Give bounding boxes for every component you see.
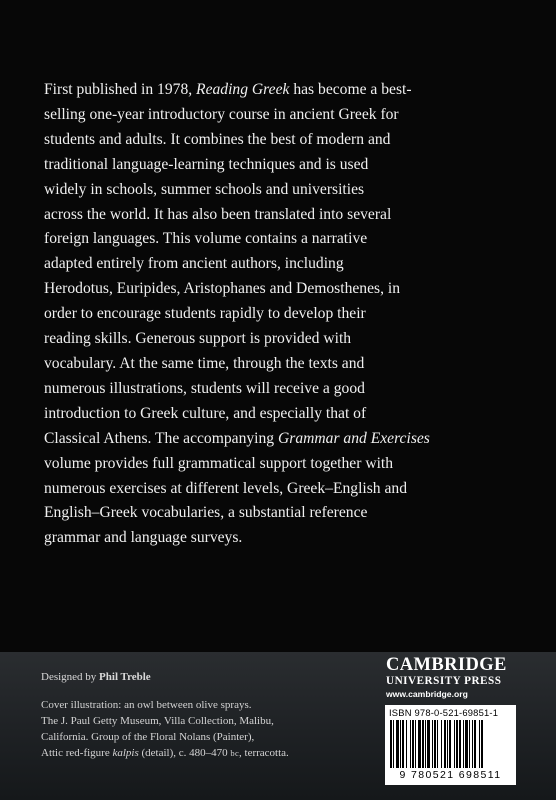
blurb-line: Herodotus, Euripides, Aristophanes and Demosthenes, in — [44, 280, 400, 298]
blurb-line: adapted entirely from ancient authors, including — [44, 255, 344, 273]
barcode-number: 9 780521 698511 — [399, 769, 502, 781]
blurb-line: selling one-year introductory course in ancient Greek for — [44, 105, 399, 123]
blurb-line: traditional language-learning techniques and is used — [44, 155, 369, 173]
companion-title-italic: Grammar and Exercises — [278, 429, 430, 447]
blurb-line: volume provides full grammatical support together with — [44, 454, 394, 472]
publisher-name: CAMBRIDGE — [386, 655, 507, 675]
credit-line: The J. Paul Getty Museum, Villa Collection, Malibu, — [41, 715, 274, 727]
credit-line: Attic red-figure kalpis (detail), c. 480–470 bc, terracotta. — [41, 747, 289, 759]
blurb-line: grammar and language surveys. — [44, 529, 243, 547]
back-cover-blurb — [44, 78, 484, 551]
designer-name: Phil Treble — [99, 671, 151, 683]
blurb-line: numerous illustrations, students will receive a good — [44, 379, 365, 397]
publisher-sub: UNIVERSITY PRESS — [386, 675, 502, 687]
blurb-line: reading skills. Generous support is provided with — [44, 330, 352, 348]
publisher-url: www.cambridge.org — [386, 689, 468, 699]
blurb-line: vocabulary. At the same time, through the texts and — [44, 354, 365, 372]
blurb-line: order to encourage students rapidly to develop their — [44, 305, 366, 323]
credit-line: Cover illustration: an owl between olive sprays. — [41, 699, 252, 711]
title-italic: Reading Greek — [196, 81, 290, 98]
blurb-line: First published in 1978, Reading Greek has become a best- — [44, 81, 412, 98]
blurb-line: introduction to Greek culture, and especially that of — [44, 404, 367, 422]
blurb-line: widely in schools, summer schools and universities — [44, 180, 365, 198]
barcode-icon — [389, 720, 512, 768]
cover-illustration-credit — [41, 697, 361, 761]
credit-line: California. Group of the Floral Nolans (Painter), — [41, 731, 255, 743]
blurb-line: Classical Athens. The accompanying Grammar and Exercises — [44, 429, 430, 447]
barcode-panel — [385, 705, 516, 785]
blurb-line: foreign languages. This volume contains a narrative — [44, 230, 368, 248]
publisher-logo — [386, 655, 516, 700]
blurb-line: students and adults. It combines the best of modern and — [44, 130, 391, 148]
blurb-line: English–Greek vocabularies, a substantial reference — [44, 504, 368, 522]
isbn-label: ISBN 978-0-521-69851-1 — [389, 707, 499, 718]
designer-credit: Designed by Phil Treble — [41, 671, 151, 683]
blurb-line: numerous exercises at different levels, Greek–English and — [44, 479, 408, 497]
blurb-line: across the world. It has also been translated into several — [44, 205, 392, 223]
